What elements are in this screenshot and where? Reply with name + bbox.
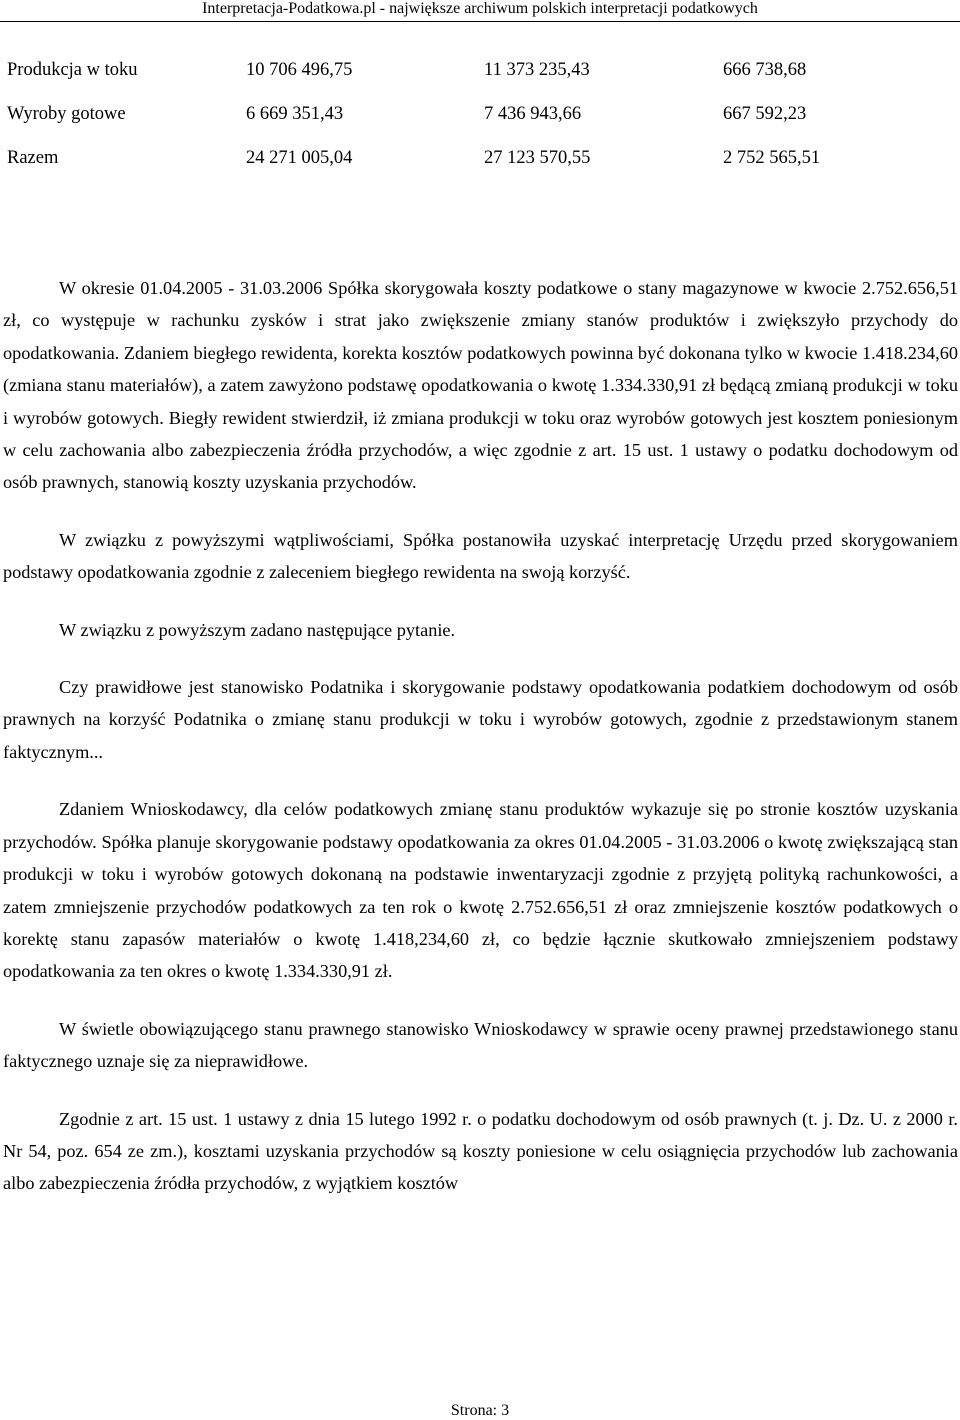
page-number: Strona: 3	[450, 1402, 510, 1419]
value-cell: 7 436 943,66	[484, 104, 582, 124]
table-row	[0, 144, 960, 188]
value-cell: 24 271 005,04	[246, 148, 353, 168]
value-cell: 27 123 570,55	[484, 148, 591, 168]
value-cell: 10 706 496,75	[246, 60, 353, 80]
value-cell: 666 738,68	[723, 60, 807, 80]
value-cell: 11 373 235,43	[484, 60, 590, 80]
paragraph-doubts: W związku z powyższymi wątpliwościami, Spółka postanowiła uzyskać interpretację Urzędu przed skorygowaniem podstawy opodatkowania zgodnie z zaleceniem biegłego rewidenta na swoją korzyść.	[3, 529, 958, 583]
row-label: Wyroby gotowe	[7, 104, 126, 124]
paragraph-assessment: W świetle obowiązującego stanu prawnego stanowisko Wnioskodawcy w sprawie oceny prawnej przedstawionego stanu faktycznego uznaje się za nieprawidłowe.	[3, 1018, 958, 1072]
paragraph-question: Czy prawidłowe jest stanowisko Podatnika i skorygowanie podstawy opodatkowania podatkiem dochodowym od osób prawnych na korzyść Podatnika o zmianę stanu produkcji w toku i wyrobów gotowych, zgodnie z przedstawionym stanem faktycznym...	[3, 677, 958, 762]
document-body	[3, 272, 958, 1225]
table-row	[0, 100, 960, 144]
paragraph-legal-basis: Zgodnie z art. 15 ust. 1 ustawy z dnia 15 lutego 1992 r. o podatku dochodowym od osób prawnych (t. j. Dz. U. z 2000 r. Nr 54, poz. 654 ze zm.), kosztami uzyskania przychodów są koszty poniesione w celu osiągnięcia przychodów lub zachowania albo zabezpieczenia źródła przychodów, z wyjątkiem kosztów	[3, 1108, 958, 1194]
paragraph-correction: W okresie 01.04.2005 - 31.03.2006 Spółka skorygowała koszty podatkowe o stany magazynowe w kwocie 2.752.656,51 zł, co występuje w rachunku zysków i strat jako zwiększenie zmiany stanów produktów i zwiększyło przychody do opodatkowania. Zdaniem biegłego rewidenta, korekta kosztów podatkowych powinna być dokonana tylko w kwocie 1.418.234,60 (zmiana stanu materiałów), a zatem zawyżono podstawę opodatkowania o kwotę 1.334.330,91 zł będącą zmianą produkcji w toku i wyrobów gotowych. Biegły rewident stwierdził, iż zmiana produkcji w toku oraz wyrobów gotowych jest kosztem poniesionym w celu zachowania albo zabezpieczenia źródła przychodów, a więc zgodnie z art. 15 ust. 1 ustawy o podatku dochodowym od osób prawnych, stanowią koszty uzyskania przychodów.	[3, 278, 958, 493]
row-label: Produkcja w toku	[7, 60, 138, 80]
value-cell: 667 592,23	[723, 104, 807, 124]
value-cell: 6 669 351,43	[246, 104, 344, 124]
row-label: Razem	[7, 148, 59, 168]
paragraph-applicant-position: Zdaniem Wnioskodawcy, dla celów podatkowych zmianę stanu produktów wykazuje się po stronie kosztów uzyskania przychodów. Spółka planuje skorygowanie podstawy opodatkowania za okres 01.04.2005 - 31.03.2006 o kwotę zwiększającą stan produkcji w toku i wyrobów gotowych dokonaną na podstawie inwentaryzacji zgodnie z przyjętą polityką rachunkowości, a zatem zmniejszenie przychodów podatkowych za ten rok o kwotę 2.752.656,51 zł oraz zmniejszenie kosztów podatkowych o korektę stanu zapasów materiałów o kwotę 1.418,234,60 zł, co będzie łącznie skutkowało zmniejszeniem podstawy opodatkowania za ten okres o kwotę 1.334.330,91 zł.	[3, 799, 958, 982]
inventory-table	[0, 56, 960, 188]
page-header: Interpretacja-Podatkowa.pl - największe archiwum polskich interpretacji podatkowych	[202, 0, 758, 17]
table-row	[0, 56, 960, 100]
paragraph-question-intro: W związku z powyższym zadano następujące pytanie.	[59, 619, 456, 640]
value-cell: 2 752 565,51	[723, 148, 821, 168]
header-divider	[0, 21, 960, 22]
